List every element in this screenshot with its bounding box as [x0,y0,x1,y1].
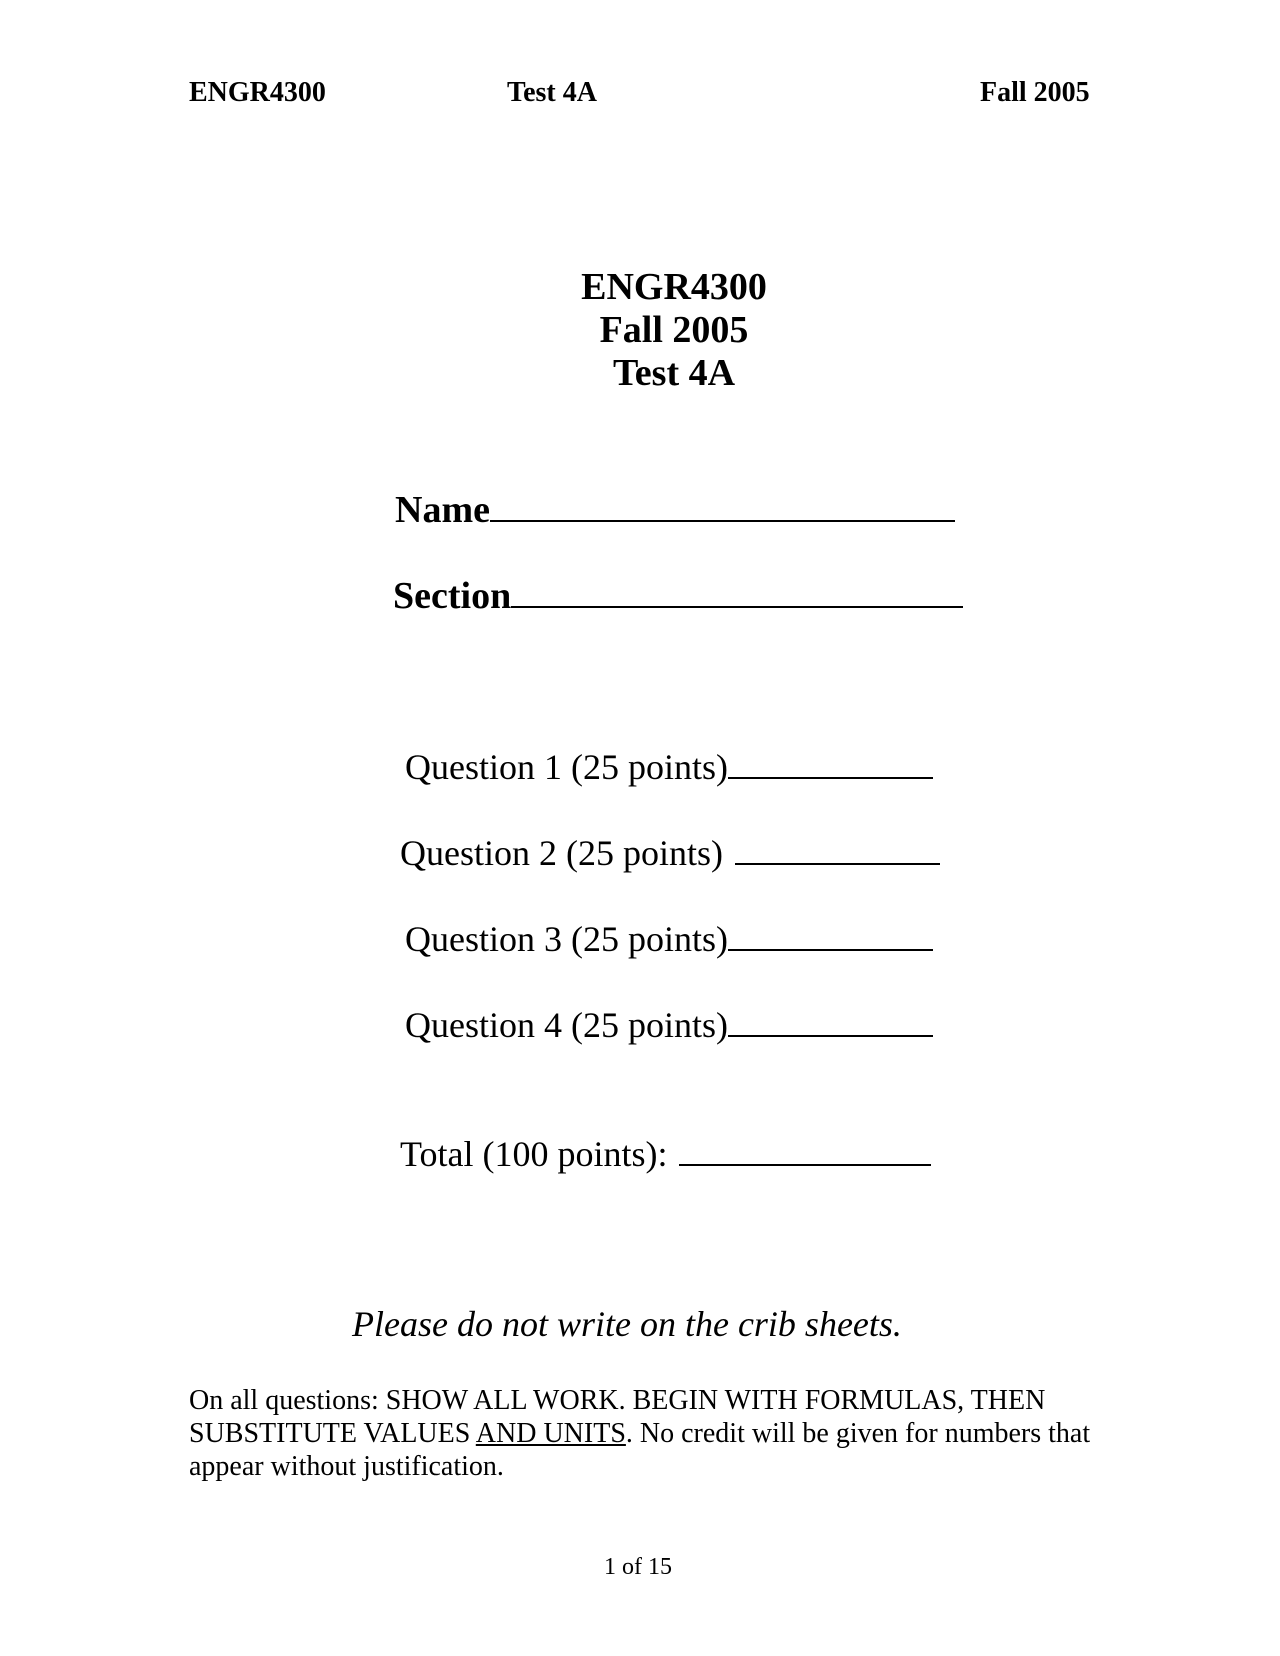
page-number: 1 of 15 [604,1554,672,1580]
instructions-paragraph [189,1384,1109,1483]
header-term: Fall 2005 [980,77,1090,108]
section-label: Section [393,575,512,617]
question-1-line [405,745,933,788]
total-score-blank[interactable] [679,1132,931,1166]
question-1-score-blank[interactable] [728,745,933,779]
title-block [34,266,1280,395]
total-label: Total (100 points): [400,1134,668,1174]
section-field [393,570,963,618]
instructions-text-2: . No credit will be given for numbers that appear without justification. [189,1418,1091,1482]
header-course: ENGR4300 [189,77,326,108]
title-course: ENGR4300 [581,266,767,308]
question-2-score-blank[interactable] [735,831,940,865]
crib-sheet-note: Please do not write on the crib sheets. [352,1304,902,1344]
name-blank-line[interactable] [490,484,955,522]
section-blank-line[interactable] [511,570,963,608]
question-2-line [400,831,940,874]
header-test: Test 4A [507,77,597,108]
total-line [400,1132,931,1175]
instructions-text-1: On all questions: SHOW ALL WORK. BEGIN WITH FORMULAS, THEN SUBSTITUTE VALUES [189,1385,1046,1449]
question-1-label: Question 1 (25 points) [405,747,728,787]
instructions-underlined: AND UNITS [475,1418,626,1449]
question-3-score-blank[interactable] [728,917,933,951]
question-4-score-blank[interactable] [728,1003,933,1037]
name-field [395,484,955,532]
question-4-line [405,1003,933,1046]
name-label: Name [395,489,490,531]
question-4-label: Question 4 (25 points) [405,1005,728,1045]
title-test: Test 4A [612,352,736,394]
question-3-label: Question 3 (25 points) [405,919,728,959]
question-2-label: Question 2 (25 points) [400,833,723,873]
title-term: Fall 2005 [599,309,749,351]
question-3-line [405,917,933,960]
